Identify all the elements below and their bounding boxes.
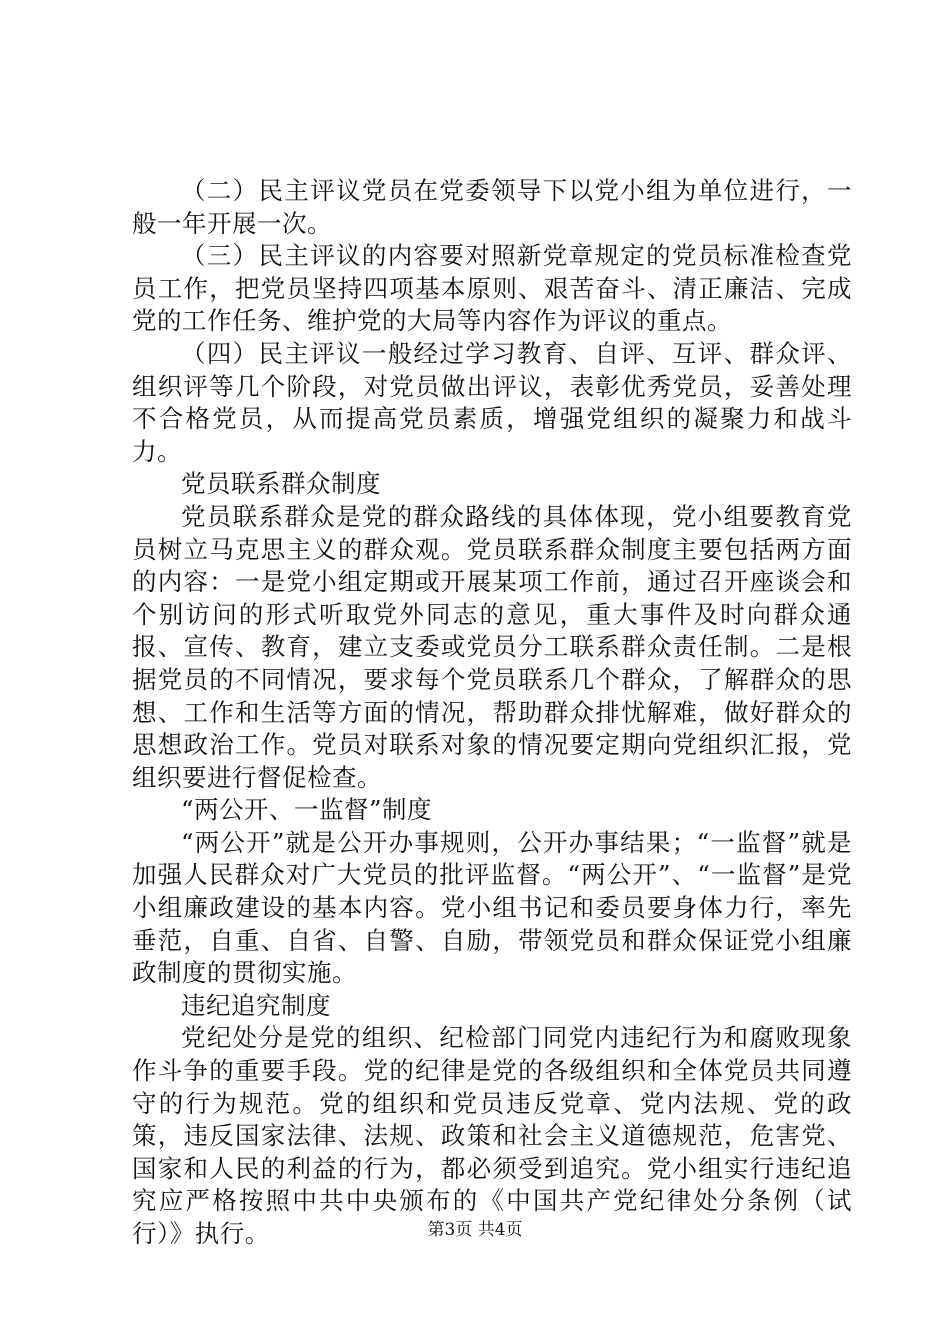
paragraph-two-open-one-supervise: “两公开”就是公开办事规则，公开办事结果；“一监督”就是加强人民群众对广大党员的批评监督。“两公开”、“一监督”是党小组廉政建设的基本内容。党小组书记和委员要身体力行，率先垂范，自重、自省、自警、自励，带领党员和群众保证党小组廉政制度的贯彻实施。: [132, 827, 852, 988]
page-number-label: 第3页 共4页: [427, 1220, 523, 1240]
paragraph-evaluation-3: （三）民主评议的内容要对照新党章规定的党员标准检查党员工作，把党员坚持四项基本原则、艰苦奋斗、清正廉洁、完成党的工作任务、维护党的大局等内容作为评议的重点。: [132, 241, 852, 336]
paragraph-evaluation-2: （二）民主评议党员在党委领导下以党小组为单位进行，一般一年开展一次。: [132, 176, 852, 238]
document-body: [132, 175, 852, 1251]
section-heading-two-open-one-supervise: “两公开、一监督”制度: [181, 795, 433, 825]
paragraph-mass-contact: 党员联系群众是党的群众路线的具体体现，党小组要教育党员树立马克思主义的群众观。党员联系群众制度主要包括两方面的内容：一是党小组定期或开展某项工作前，通过召开座谈会和个别访问的形式听取党外同志的意见，重大事件及时向群众通报、宣传、教育，建立支委或党员分工联系群众责任制。二是根据党员的不同情况，要求每个党员联系几个群众，了解群众的思想、工作和生活等方面的情况，帮助群众排忧解难，做好群众的思想政治工作。党员对联系对象的情况要定期向党组织汇报，党组织要进行督促检查。: [132, 501, 852, 792]
section-heading-discipline: 违纪追究制度: [181, 990, 331, 1020]
section-heading-mass-contact: 党员联系群众制度: [181, 469, 381, 499]
paragraph-evaluation-4: （四）民主评议一般经过学习教育、自评、互评、群众评、组织评等几个阶段，对党员做出评议，表彰优秀党员，妥善处理不合格党员，从而提高党员素质，增强党组织的凝聚力和战斗力。: [132, 338, 852, 466]
page-footer: [0, 1219, 950, 1241]
paragraph-discipline: 党纪处分是党的组织、纪检部门同党内违纪行为和腐败现象作斗争的重要手段。党的纪律是党的各级组织和全体党员共同遵守的行为规范。党的组织和党员违反党章、党内法规、党的政策，违反国家法律、法规、政策和社会主义道德规范，危害党、国家和人民的利益的行为，都必须受到追究。党小组实行违纪追究应严格按照中共中央颁布的《中国共产党纪律处分条例（试行）》执行。: [132, 1023, 852, 1248]
